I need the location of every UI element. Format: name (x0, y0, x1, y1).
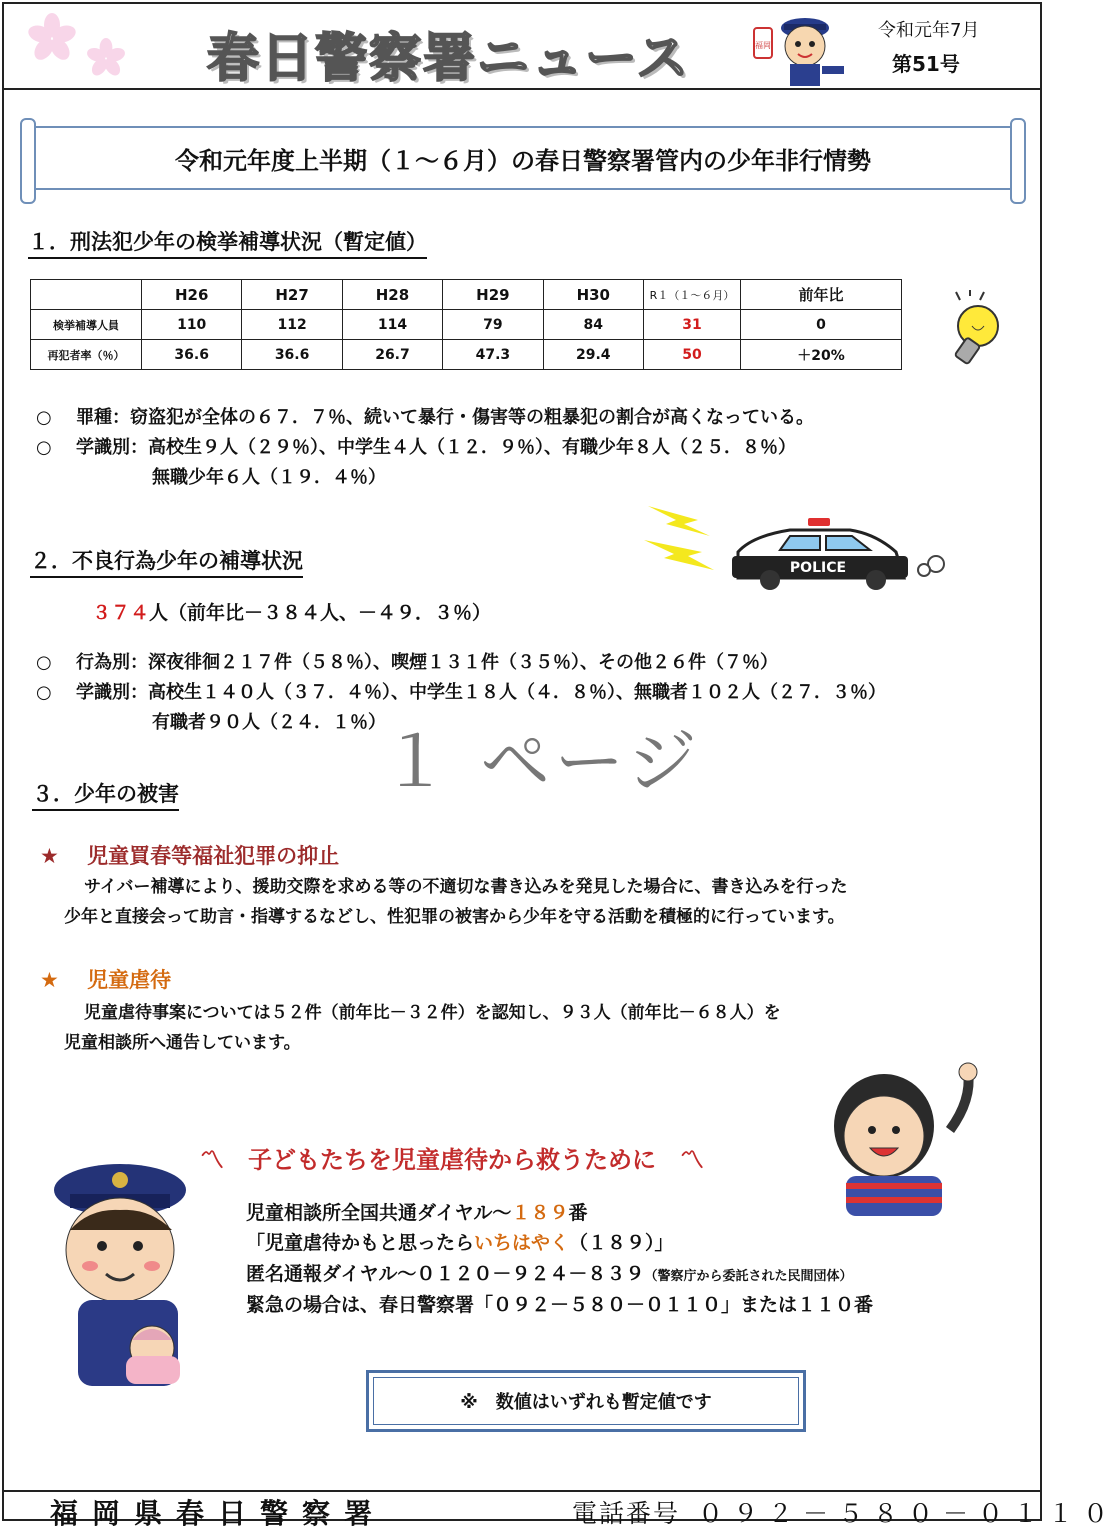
table-cell: 110 (142, 310, 242, 340)
row-label: 検挙補導人員 (31, 310, 142, 340)
table-cell: 29.4 (543, 340, 643, 370)
page-watermark: １ ページ (380, 721, 701, 803)
note-text: ※ 数値はいずれも暫定値です (460, 1392, 712, 1413)
section2-title: ２．不良行為少年の補導状況 (30, 545, 303, 578)
item1-heading (40, 840, 339, 870)
bullet-school-status (36, 433, 796, 459)
bullet-label: 罪種 (76, 407, 112, 428)
table-cell: 36.6 (242, 340, 342, 370)
bullet-text: ：深夜徘徊２１７件（５８％）、喫煙１３１件（３５％）、その他２６件（７％） (130, 652, 778, 673)
table-header-row (31, 280, 902, 310)
table-row (31, 310, 902, 340)
table-cell: 31 (644, 310, 741, 340)
contact-number: １８９ (511, 1202, 569, 1224)
item2-line2: 児童相談所へ通告しています。 (64, 1033, 301, 1053)
headline-text: 人（前年比－３８４人、－４９．３％） (149, 602, 492, 624)
bullet-act-type (36, 648, 778, 674)
contact-text: 児童相談所全国共通ダイヤル～ (246, 1202, 512, 1224)
table-header: H27 (242, 280, 342, 310)
contact-text: 「児童虐待かもと思ったら (246, 1232, 475, 1254)
bullet-mark: ○ (36, 682, 52, 703)
table-header: H30 (543, 280, 643, 310)
police-car-icon (640, 500, 960, 590)
table-cell: ＋20% (741, 340, 902, 370)
table-row (31, 340, 902, 370)
contact-note: （警察庁から委託された民間団体） (644, 1269, 853, 1284)
contact-line-anonymous (246, 1259, 852, 1286)
callout-heading (200, 1140, 704, 1175)
contact-line-ichihayaku (246, 1228, 674, 1255)
star-icon: ★ (40, 844, 59, 868)
bullet-text: ：高校生９人（２９％）、中学生４人（１２．９％）、有職少年８人（２５．８％） (130, 437, 796, 458)
contact-line-189 (246, 1198, 587, 1225)
item2-heading (40, 964, 171, 994)
masthead-title: 春日警察署ニュース (207, 29, 691, 89)
table-cell: 0 (741, 310, 902, 340)
cherry-blossom-icon (24, 8, 144, 88)
stats-table (30, 279, 902, 370)
item2-title: 児童虐待 (87, 968, 172, 992)
table-cell: 84 (543, 310, 643, 340)
section2-headline (92, 598, 491, 625)
banner (28, 126, 1018, 190)
flag-icon: 〽 (680, 1146, 704, 1174)
table-cell: 26.7 (342, 340, 442, 370)
bullet-label: 学識別 (76, 682, 130, 703)
table-header (31, 280, 142, 310)
police-mascot-icon (750, 6, 860, 88)
bullet-school-status (36, 678, 886, 704)
footer (2, 1490, 1118, 1530)
contact-text: （１８９）」 (569, 1232, 674, 1254)
contact-text: 匿名通報ダイヤル～０１２０－９２４－８３９ (246, 1263, 645, 1285)
table-header: H29 (443, 280, 543, 310)
phone-number: ０９２－５８０－０１１０ (698, 1499, 1118, 1528)
footer-phone (572, 1494, 1118, 1530)
bullet-crime-type (36, 403, 814, 429)
callout-title: 子どもたちを児童虐待から救うために (248, 1146, 656, 1174)
phone-label: 電話番号 (572, 1499, 681, 1528)
table-cell: 114 (342, 310, 442, 340)
waving-boy-icon (822, 1060, 992, 1220)
headline-number: ３７４ (92, 602, 150, 624)
banner-title: 令和元年度上半期（１～６月）の春日警察署管内の少年非行情勢 (175, 146, 871, 175)
star-icon: ★ (40, 968, 59, 992)
mascot-badge-text: 福岡 (755, 41, 771, 50)
contact-text: 番 (568, 1202, 588, 1224)
bullet-mark: ○ (36, 437, 52, 458)
contact-highlight: いちはやく (474, 1232, 570, 1254)
table-cell: 79 (443, 310, 543, 340)
table-cell: 50 (644, 340, 741, 370)
contact-line-emergency: 緊急の場合は、春日警察署「０９２－５８０－０１１０」または１１０番 (246, 1294, 874, 1316)
item1-line1: サイバー補導により、援助交際を求める等の不適切な書き込みを発見した場合に、書き込みを行った (84, 877, 848, 897)
bullet-continuation: 有職者９０人（２４．１％） (152, 712, 386, 733)
issue-number: 第51号 (892, 52, 960, 76)
table-header: 前年比 (741, 280, 902, 310)
officer-with-baby-icon (40, 1150, 210, 1390)
section1-title: １．刑法犯少年の検挙補導状況（暫定値） (28, 226, 427, 259)
bullet-mark: ○ (36, 652, 52, 673)
bullet-label: 行為別 (76, 652, 130, 673)
table-header: H26 (142, 280, 242, 310)
table-header: H28 (342, 280, 442, 310)
table-cell: 36.6 (142, 340, 242, 370)
table-header: R１（１～６月） (644, 280, 741, 310)
issue-date: 令和元年7月 (878, 20, 980, 41)
item1-title: 児童買春等福祉犯罪の抑止 (87, 844, 340, 868)
note-box (366, 1370, 806, 1432)
lightbulb-icon (940, 290, 1010, 372)
table-cell: 112 (242, 310, 342, 340)
table-cell: 47.3 (443, 340, 543, 370)
bullet-continuation: 無職少年６人（１９．４％） (152, 467, 386, 488)
item1-line2: 少年と直接会って助言・指導するなどし、性犯罪の被害から少年を守る活動を積極的に行っています。 (64, 907, 845, 927)
section3-title: ３．少年の被害 (32, 778, 179, 811)
row-label: 再犯者率（％） (31, 340, 142, 370)
police-car-label: POLICE (789, 560, 847, 576)
bullet-mark: ○ (36, 407, 52, 428)
footer-org: 福岡県春日警察署 (50, 1497, 387, 1530)
item2-line1: 児童虐待事案については５２件（前年比－３２件）を認知し、９３人（前年比－６８人）を (84, 1003, 781, 1023)
header (2, 2, 1042, 90)
bullet-text: ：高校生１４０人（３７．４％）、中学生１８人（４．８％）、無職者１０２人（２７．３％） (130, 682, 886, 703)
bullet-text: ：窃盗犯が全体の６７．７％、続いて暴行・傷害等の粗暴犯の割合が高くなっている。 (112, 407, 814, 428)
flag-icon: 〽 (200, 1146, 224, 1174)
bullet-label: 学識別 (76, 437, 130, 458)
